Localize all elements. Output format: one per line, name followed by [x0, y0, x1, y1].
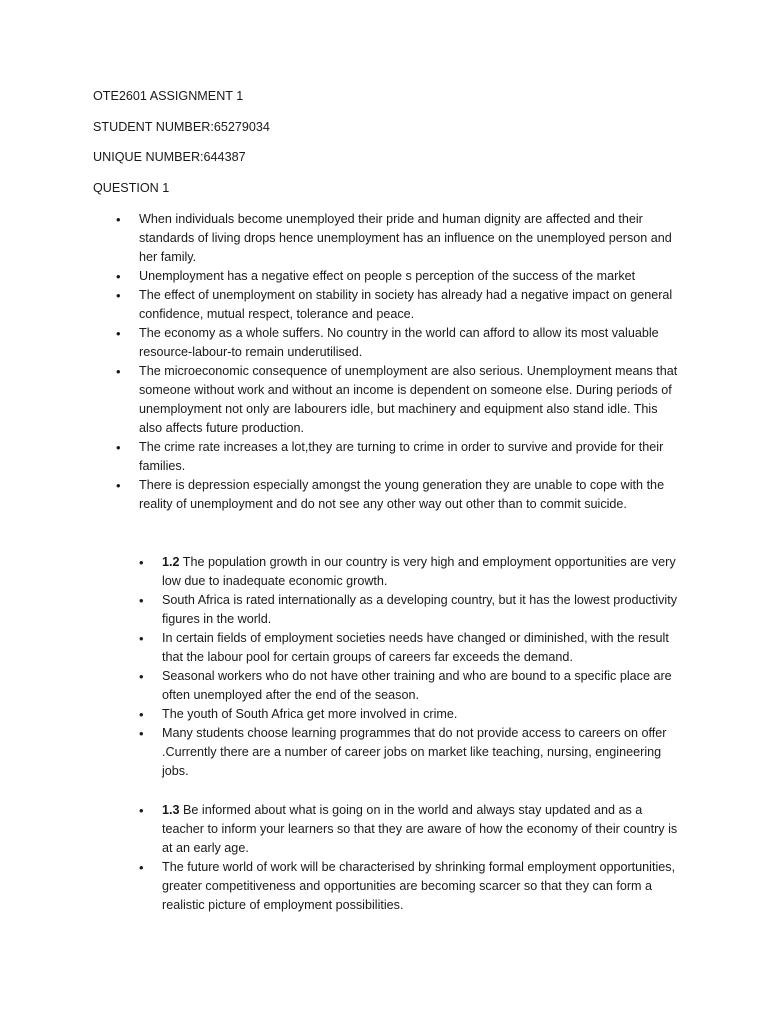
section-text: Be informed about what is going on in the world and always stay updated and as a teacher to inform your learners so that they are aware of how the economy of their country is at an early age. [162, 803, 678, 855]
list-item: • The microeconomic consequence of unemployment are also serious. Unemployment means that someone without work and without an income is dependent on someone else. During periods of unemployment not only are labourers idle, but machinery and equipment also stand idle. This also affects future production. [139, 362, 684, 438]
list-item: • Seasonal workers who do not have other training and who are bound to a specific place are often unemployed after the end of the season. [162, 667, 684, 705]
list-item: • The youth of South Africa get more involved in crime. [162, 705, 684, 724]
list-item: • When individuals become unemployed their pride and human dignity are affected and their standards of living drops hence unemployment has an influence on the unemployed person and her family. [139, 210, 684, 267]
section-text: The population growth in our country is very high and employment opportunities are very low due to inadequate economic growth. [162, 555, 676, 588]
question13-bullet-list [162, 801, 684, 915]
list-item [162, 801, 684, 858]
unique-number: UNIQUE NUMBER:644387 [93, 150, 246, 164]
assignment-title: OTE2601 ASSIGNMENT 1 [93, 89, 244, 103]
question-heading: QUESTION 1 [93, 181, 170, 195]
question1-bullet-list [139, 210, 684, 514]
list-item [162, 553, 684, 591]
list-item: • The economy as a whole suffers. No country in the world can afford to allow its most valuable resource-labour-to remain underutilised. [139, 324, 684, 362]
section-number: 1.3 [162, 803, 180, 817]
list-item: • There is depression especially amongst the young generation they are unable to cope with the reality of unemployment and do not see any other way out other than to commit suicide. [139, 476, 684, 514]
section-number: 1.2 [162, 555, 180, 569]
list-item: • The future world of work will be characterised by shrinking formal employment opportunities, greater competitiveness and opportunities are becoming scarcer so that they can form a realistic picture of employment possibilities. [162, 858, 684, 915]
list-item: • The effect of unemployment on stability in society has already had a negative impact on general confidence, mutual respect, tolerance and peace. [139, 286, 684, 324]
list-item: • Many students choose learning programmes that do not provide access to careers on offer .Currently there are a number of career jobs on market like teaching, nursing, engineering jobs. [162, 724, 684, 781]
list-item: • The crime rate increases a lot,they are turning to crime in order to survive and provide for their families. [139, 438, 684, 476]
question12-bullet-list [162, 553, 684, 781]
list-item: • Unemployment has a negative effect on people s perception of the success of the market [139, 267, 684, 286]
list-item: • In certain fields of employment societies needs have changed or diminished, with the result that the labour pool for certain groups of careers far exceeds the demand. [162, 629, 684, 667]
list-item: • South Africa is rated internationally as a developing country, but it has the lowest productivity figures in the world. [162, 591, 684, 629]
student-number: STUDENT NUMBER:65279034 [93, 120, 270, 134]
